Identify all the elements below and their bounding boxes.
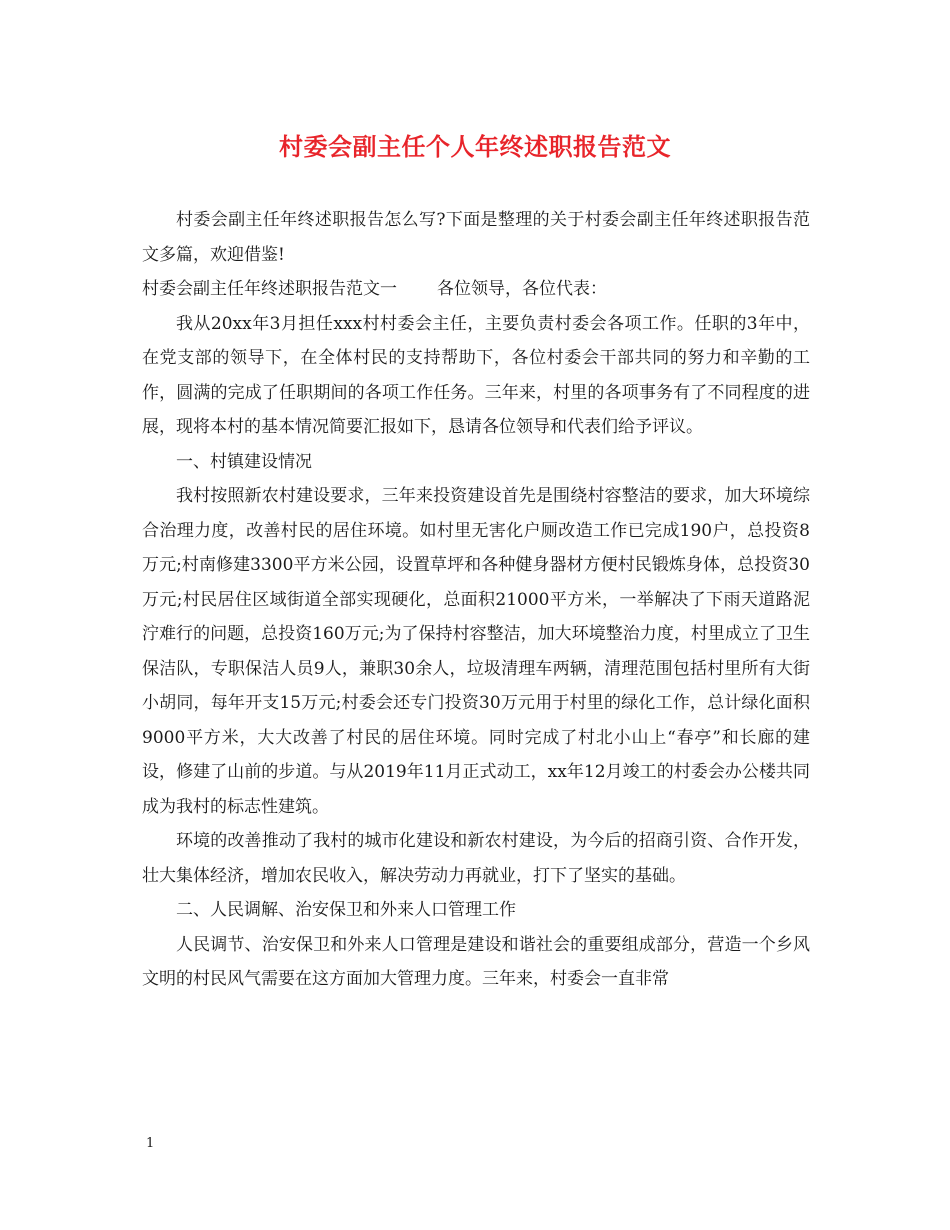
document-title: 村委会副主任个人年终述职报告范文 <box>279 132 671 161</box>
paragraph: 人民调节、治安保卫和外来人口管理是建设和谐社会的重要组成部分，营造一个乡风文明的村民风气需要在这方面加大管理力度。三年来，村委会一直非常 <box>142 934 810 989</box>
document-body <box>142 203 810 997</box>
paragraph: 我村按照新农村建设要求，三年来投资建设首先是围绕村容整洁的要求，加大环境综合治理力度，改善村民的居住环境。如村里无害化户厕改造工作已完成190户，总投资8万元;村南修建3300平方米公园，设置草坪和各种健身器材方便村民锻炼身体，总投资30万元;村民居住区域街道全部实现硬化，总面积21000平方米，一举解决了下雨天道路泥泞难行的问题，总投资160万元;为了保持村容整洁，加大环境整治力度，村里成立了卫生保洁队，专职保洁人员9人，兼职30余人，垃圾清理车两辆，清理范围包括村里所有大街小胡同，每年开支15万元;村委会还专门投资30万元用于村里的绿化工作，总计绿化面积9000平方米，大大改善了村民的居住环境。同时完成了村北小山上“春亭”和长廊的建设，修建了山前的步道。与从2019年11月正式动工，xx年12月竣工的村委会办公楼共同成为我村的标志性建筑。 <box>142 486 810 817</box>
section-heading-1: 一、村镇建设情况 <box>176 451 312 472</box>
section-title: 村委会副主任年终述职报告范文一 <box>142 279 397 299</box>
intro-paragraph: 村委会副主任年终述职报告怎么写?下面是整理的关于村委会副主任年终述职报告范文多篇，欢迎借鉴! <box>142 210 810 265</box>
page-number: 1 <box>146 1136 155 1151</box>
paragraph: 环境的改善推动了我村的城市化建设和新农村建设，为今后的招商引资、合作开发，壮大集体经济，增加农民收入，解决劳动力再就业，打下了坚实的基础。 <box>142 831 810 886</box>
section-heading-line <box>142 272 810 307</box>
section-heading-2: 二、人民调解、治安保卫和外来人口管理工作 <box>176 900 516 920</box>
greeting: 各位领导，各位代表： <box>437 279 607 299</box>
paragraph: 我从20xx年3月担任xxx村村委会主任，主要负责村委会各项工作。任职的3年中，在党支部的领导下，在全体村民的支持帮助下，各位村委会干部共同的努力和辛勤的工作，圆满的完成了任职期间的各项工作任务。三年来，村里的各项事务有了不同程度的进展，现将本村的基本情况简要汇报如下，恳请各位领导和代表们给予评议。 <box>142 313 810 437</box>
